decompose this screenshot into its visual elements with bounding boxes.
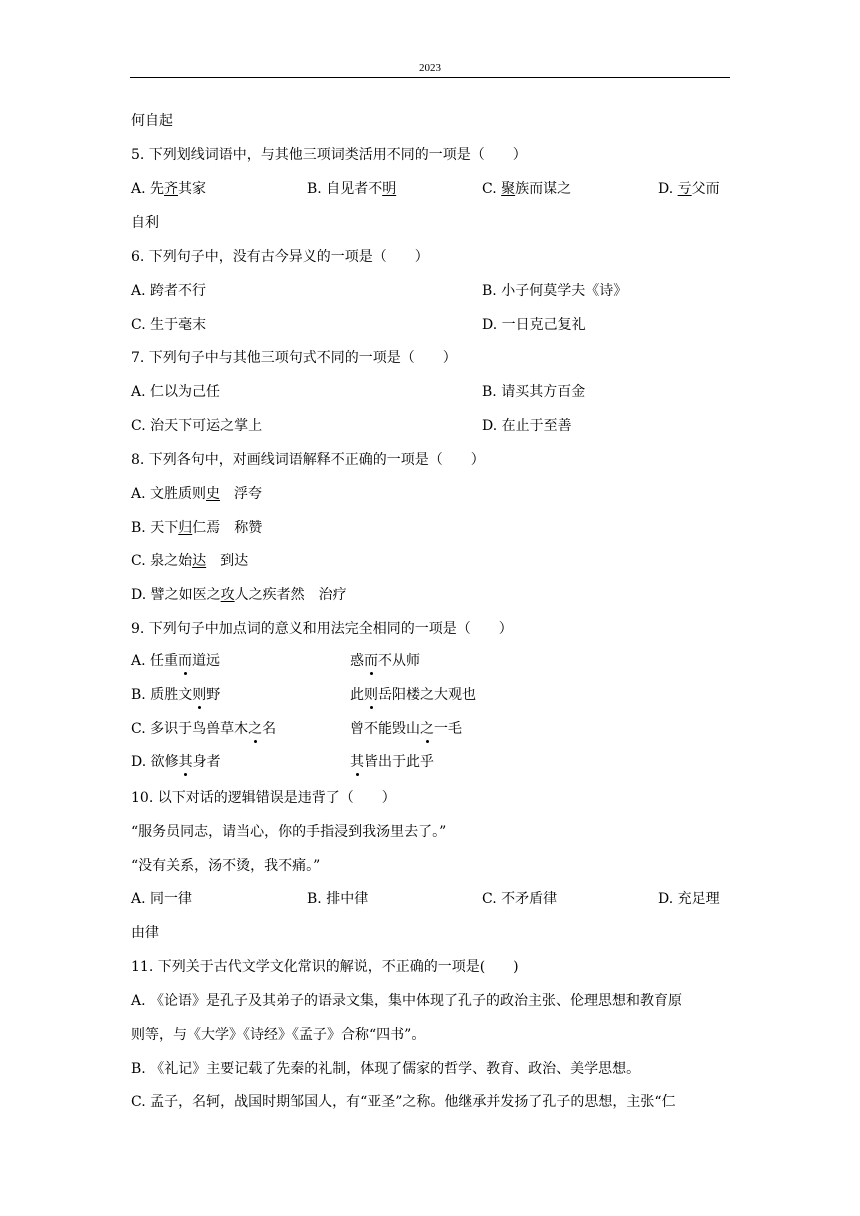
- page-header-year: 2023: [419, 62, 441, 74]
- q10-option-a: A. 同一律: [131, 891, 193, 907]
- q5-option-a: A. 先齐其家: [131, 181, 207, 197]
- q9-option-d-right: 其皆出于此乎: [350, 754, 434, 770]
- q9-option-c-left: C. 多识于鸟兽草木之名: [131, 721, 277, 737]
- question-7: 7. 下列句子中与其他三项句式不同的一项是（ ）: [131, 350, 457, 366]
- q5-option-d: D. 亏父而: [658, 181, 720, 197]
- q11-option-a-line2: 则等，与《大学》《诗经》《孟子》合称“四书”。: [131, 1027, 426, 1043]
- q10-option-d: D. 充足理: [658, 891, 720, 907]
- q9-option-b-left: B. 质胜文则野: [131, 687, 221, 703]
- q11-option-c: C. 孟子，名轲，战国时期邹国人，有“亚圣”之称。他继承并发扬了孔子的思想，主张“仁: [131, 1094, 676, 1110]
- q8-option-a: A. 文胜质则史 浮夸: [131, 486, 263, 502]
- q5-option-c: C. 聚族而谋之: [482, 181, 572, 197]
- q7-option-a: A. 仁以为己任: [131, 384, 221, 400]
- q10-dialogue-2: “没有关系，汤不烫，我不痛。”: [131, 858, 321, 874]
- q5-option-b: B. 自见者不明: [307, 181, 397, 197]
- q10-option-d-cont: 由律: [131, 925, 159, 941]
- question-8: 8. 下列各句中，对画线词语解释不正确的一项是（ ）: [131, 452, 485, 468]
- header-rule: [130, 77, 730, 78]
- question-10: 10. 以下对话的逻辑错误是违背了（ ）: [131, 790, 396, 806]
- q6-option-b: B. 小子何莫学夫《诗》: [482, 283, 628, 299]
- question-6: 6. 下列句子中，没有古今异义的一项是（ ）: [131, 249, 429, 265]
- q8-option-c: C. 泉之始达 到达: [131, 553, 249, 569]
- q6-option-c: C. 生于毫末: [131, 317, 207, 333]
- q7-option-b: B. 请买其方百金: [482, 384, 586, 400]
- q11-option-b: B. 《礼记》主要记载了先秦的礼制，体现了儒家的哲学、教育、政治、美学思想。: [131, 1061, 641, 1077]
- q9-option-c-right: 曾不能毁山之一毛: [350, 721, 462, 737]
- q6-option-a: A. 跨者不行: [131, 283, 207, 299]
- q7-option-c: C. 治天下可运之掌上: [131, 418, 263, 434]
- q5-option-d-cont: 自利: [131, 215, 159, 231]
- q8-option-d: D. 譬之如医之攻人之疾者然 治疗: [131, 587, 347, 603]
- q6-option-d: D. 一日克己复礼: [482, 317, 586, 333]
- q10-option-b: B. 排中律: [307, 891, 369, 907]
- q11-option-a-line1: A. 《论语》是孔子及其弟子的语录文集，集中体现了孔子的政治主张、伦理思想和教育原: [131, 993, 683, 1009]
- text-line: 何自起: [131, 113, 173, 129]
- q7-option-d: D. 在止于至善: [482, 418, 572, 434]
- question-9: 9. 下列句子中加点词的意义和用法完全相同的一项是（ ）: [131, 621, 513, 637]
- question-5: 5. 下列划线词语中，与其他三项词类活用不同的一项是（ ）: [131, 147, 527, 163]
- q9-option-a-left: A. 任重而道远: [131, 653, 221, 669]
- q9-option-d-left: D. 欲修其身者: [131, 754, 221, 770]
- q10-dialogue-1: “服务员同志，请当心，你的手指浸到我汤里去了。”: [131, 824, 447, 840]
- q8-option-b: B. 天下归仁焉 称赞: [131, 520, 263, 536]
- q9-option-b-right: 此则岳阳楼之大观也: [350, 687, 476, 703]
- question-11: 11. 下列关于古代文学文化常识的解说，不正确的一项是( ): [131, 959, 519, 975]
- q9-option-a-right: 惑而不从师: [350, 653, 420, 669]
- q10-option-c: C. 不矛盾律: [482, 891, 558, 907]
